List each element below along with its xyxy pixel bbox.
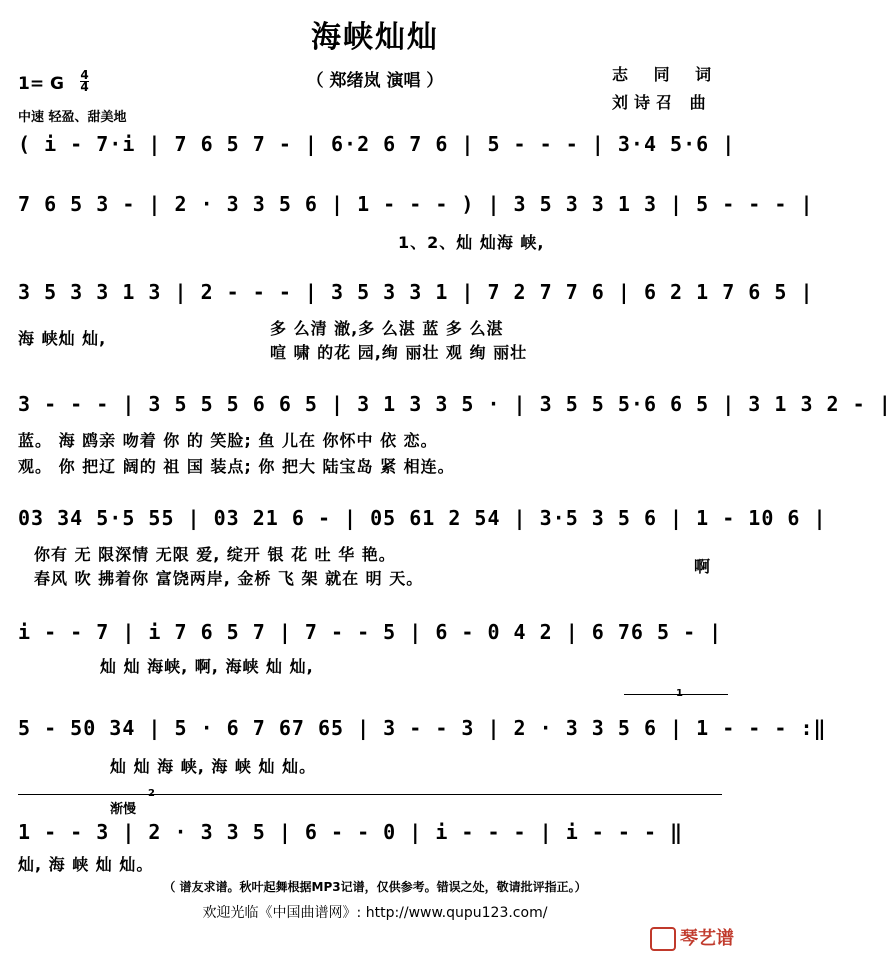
lyric-line-5b: 春风 吹 拂着你 富饶两岸, 金桥 飞 架 就在 明 天。 [34, 569, 424, 588]
composer-credit: 刘诗召 曲 [612, 93, 712, 112]
score-line-6: i - - 7 | i 7 6 5 7 | 7 - - 5 | 6 - 0 4 2 | 6 76 5 - | [18, 620, 723, 644]
lyric-line-3a: 海 峡灿 灿, [18, 329, 107, 348]
lyric-line-5-end: 啊 [694, 557, 712, 576]
singer-credit: （ 郑绪岚 演唱 ） [306, 71, 444, 91]
lyric-line-3b: 多 么清 澈,多 么湛 蓝 多 么湛 [270, 319, 504, 338]
score-line-8: 1 - - 3 | 2 · 3 3 5 | 6 - - 0 | i - - - | i - - - ‖ [18, 820, 684, 844]
volta-1-number: 1 [676, 688, 683, 699]
lyric-line-7: 灿 灿 海 峡, 海 峡 灿 灿。 [110, 757, 317, 776]
lyric-line-3c: 喧 啸 的花 园,绚 丽壮 观 绚 丽壮 [270, 343, 528, 362]
tempo-marking: 中速 轻盈、甜美地 [18, 110, 127, 125]
lyric-line-4b: 观。 你 把辽 阔的 祖 国 装点; 你 把大 陆宝岛 紧 相连。 [18, 457, 455, 476]
key-signature: 1= G [18, 74, 64, 94]
score-line-3: 3 5 3 3 1 3 | 2 - - - | 3 5 3 3 1 | 7 2 7 7 6 | 6 2 1 7 6 5 | [18, 280, 814, 304]
lyric-line-6: 灿 灿 海峡, 啊, 海峡 灿 灿, [100, 657, 314, 676]
score-line-7: 5 - 50 34 | 5 · 6 7 67 65 | 3 - - 3 | 2 · 3 3 5 6 | 1 - - - :‖ [18, 716, 827, 740]
score-line-5: 03 34 5·5 55 | 03 21 6 - | 05 61 2 54 | 3·5 3 5 6 | 1 - 10 6 | [18, 506, 827, 530]
logo-icon [650, 927, 676, 951]
lyric-line-8: 灿, 海 峡 灿 灿。 [18, 855, 154, 874]
score-line-4: 3 - - - | 3 5 5 5 6 6 5 | 3 1 3 3 5 · | 3 5 5 5·6 6 5 | 3 1 3 2 - | [18, 392, 892, 416]
volta-2-bracket [18, 794, 722, 795]
lyric-line-5a: 你有 无 限深情 无限 爱, 绽开 银 花 吐 华 艳。 [34, 545, 396, 564]
time-signature [80, 70, 89, 93]
footer-note: （ 谱友求谱。秋叶起舞根据MP3记谱，仅供参考。错误之处，敬请批评指正。） [163, 880, 587, 894]
lyric-line-2: 1、2、灿 灿海 峡, [398, 233, 545, 252]
volta-2-number: 2 [148, 788, 155, 799]
lyric-line-4a: 蓝。 海 鸥亲 吻着 你 的 笑脸; 鱼 儿在 你怀中 依 恋。 [18, 431, 438, 450]
footer-site: 欢迎光临《中国曲谱网》: http://www.qupu123.com/ [202, 905, 548, 921]
score-line-1: ( i - 7·i | 7 6 5 7 - | 6·2 6 7 6 | 5 - - - | 3·4 5·6 | [18, 132, 736, 156]
page-title: 海峡灿灿 [311, 20, 439, 55]
lyricist-credit: 志 同 词 [612, 65, 722, 84]
time-signature-bottom: 4 [80, 80, 89, 94]
time-signature-top: 4 [80, 68, 89, 82]
logo-text: 琴艺谱 [680, 928, 734, 949]
rit-marking: 渐慢 [110, 802, 137, 817]
site-logo [650, 924, 734, 951]
score-line-2: 7 6 5 3 - | 2 · 3 3 5 6 | 1 - - - ) | 3 5 3 3 1 3 | 5 - - - | [18, 192, 814, 216]
